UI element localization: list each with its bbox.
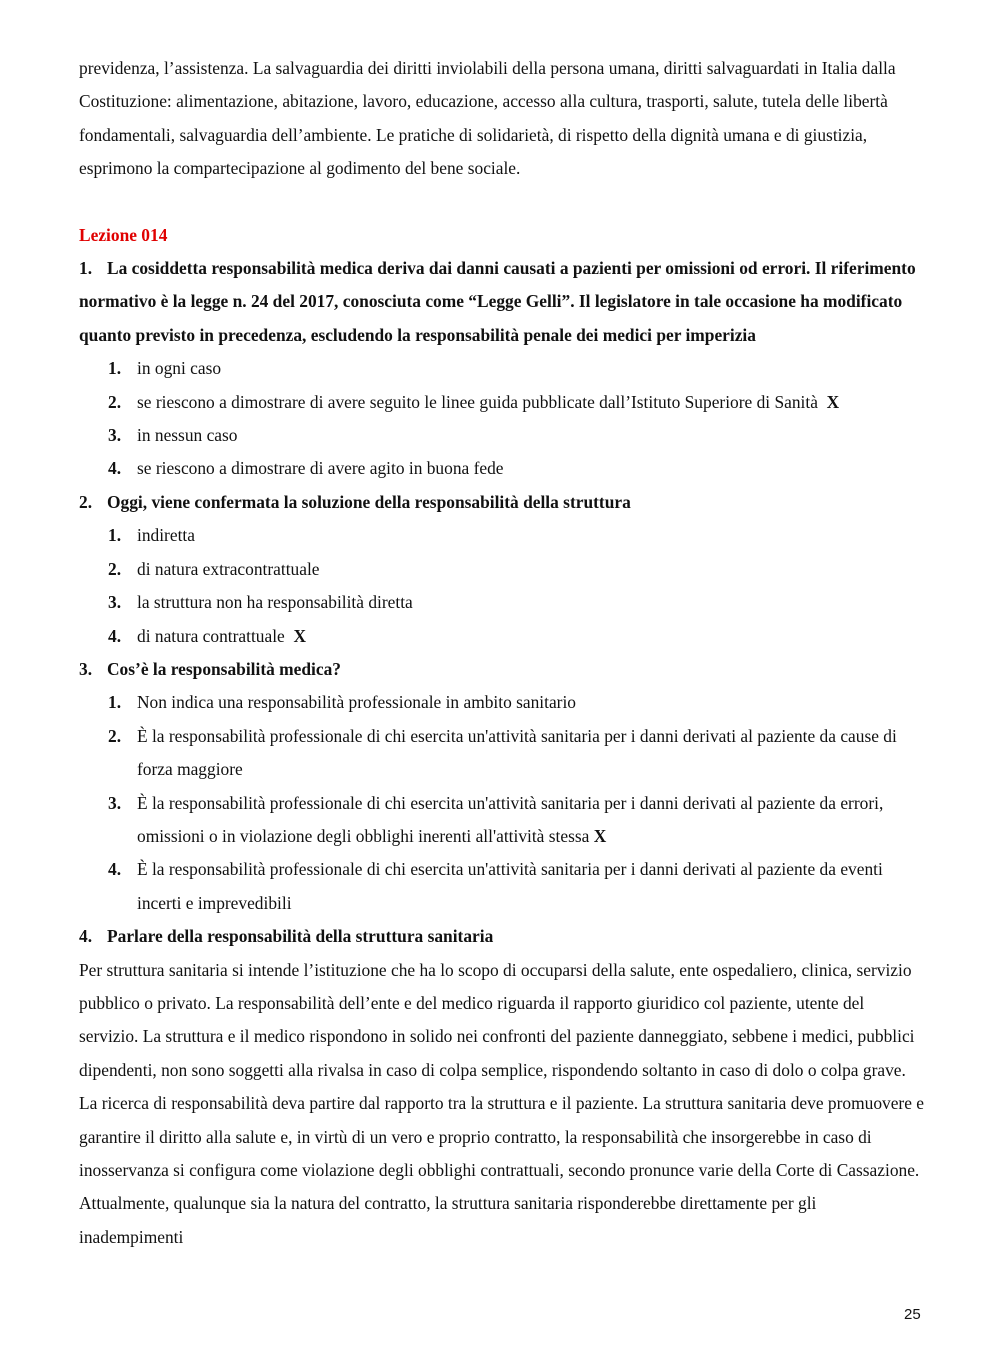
question-body: Oggi, viene confermata la soluzione della responsabilità della struttura xyxy=(107,491,631,512)
page-number: 25 xyxy=(904,1306,921,1323)
question-body: Parlare della responsabilità della struttura sanitaria xyxy=(107,926,494,947)
correct-answer-mark: X xyxy=(593,825,607,846)
option-number: 4. xyxy=(108,625,122,646)
options-list xyxy=(79,519,924,653)
option-number: 2. xyxy=(108,391,122,412)
answer-paragraph: Per struttura sanitaria si intende l’istituzione che ha lo scopo di occuparsi della salute, ente ospedaliero, clinica, servizio pubblico o privato. La responsabilità dell’ente e del medico riguarda il rapporto giuridico col paziente, utente del servizio. La struttura e il medico rispondono in solido nei confronti del paziente danneggiato, sebbene i medici, pubblici dipendenti, non sono soggetti alla rivalsa in caso di colpa semplice, rispondendo soltanto in caso di dolo o colpa grave. La ricerca di responsabilità deva partire dal rapporto tra la struttura e il paziente. La struttura sanitaria deve promuovere e garantire il diritto alla salute e, in virtù di un vero e proprio contratto, la responsabilità che insorgerebbe in caso di inosservanza si configura come violazione degli obblighi contrattuali, secondo pronunce varie della Corte di Cassazione. Attualmente, qualunque sia la natura del contratto, la struttura sanitaria risponderebbe direttamente per gli inadempimenti xyxy=(79,959,924,1247)
question-text xyxy=(79,653,924,686)
option-item xyxy=(79,853,924,920)
option-number: 4. xyxy=(108,458,122,479)
option-number: 2. xyxy=(108,725,122,746)
question-1 xyxy=(79,252,924,486)
option-text: È la responsabilità professionale di chi esercita un'attività sanitaria per i danni derivati al paziente da eventi incerti e imprevedibili xyxy=(137,859,883,913)
option-text: indiretta xyxy=(137,525,195,546)
options-list xyxy=(79,352,924,486)
question-3 xyxy=(79,653,924,920)
question-text xyxy=(79,486,924,519)
option-text: in nessun caso xyxy=(137,425,238,446)
option-number: 3. xyxy=(108,592,122,613)
option-text: la struttura non ha responsabilità diretta xyxy=(137,592,413,613)
option-item xyxy=(79,686,924,719)
question-number: 3. xyxy=(79,658,93,679)
question-number: 4. xyxy=(79,926,93,947)
option-item xyxy=(79,386,924,419)
page-content xyxy=(79,52,924,1254)
option-text: di natura contrattuale xyxy=(137,625,285,646)
option-item xyxy=(79,553,924,586)
option-item xyxy=(79,787,924,854)
option-text: di natura extracontrattuale xyxy=(137,558,320,579)
option-text: Non indica una responsabilità professionale in ambito sanitario xyxy=(137,692,577,713)
option-text: se riescono a dimostrare di avere seguito le linee guida pubblicate dall’Istituto Superiore di Sanità xyxy=(137,391,818,412)
option-text: È la responsabilità professionale di chi esercita un'attività sanitaria per i danni derivati al paziente da cause di forza maggiore xyxy=(137,725,897,780)
question-4 xyxy=(79,920,924,1254)
option-number: 1. xyxy=(108,692,122,713)
options-list xyxy=(79,686,924,920)
question-number: 2. xyxy=(79,491,93,512)
option-number: 4. xyxy=(108,859,122,880)
option-number: 3. xyxy=(108,425,122,446)
option-item xyxy=(79,720,924,787)
option-item xyxy=(79,352,924,385)
option-item xyxy=(79,419,924,452)
lesson-title: Lezione 014 xyxy=(79,224,168,245)
intro-paragraph: previdenza, l’assistenza. La salvaguardia dei diritti inviolabili della persona umana, diritti salvaguardati in Italia dalla Costituzione: alimentazione, abitazione, lavoro, educazione, accesso alla cultura, trasporti, salute, tutela delle libertà fondamentali, salvaguardia dell’ambiente. Le pratiche di solidarietà, di rispetto della dignità umana e di giustizia, esprimono la compartecipazione al godimento del bene sociale. xyxy=(79,58,896,179)
option-text: se riescono a dimostrare di avere agito in buona fede xyxy=(137,458,504,479)
option-item xyxy=(79,620,924,653)
question-text xyxy=(79,920,924,953)
option-number: 3. xyxy=(108,792,122,813)
option-item xyxy=(79,519,924,552)
question-body: Cos’è la responsabilità medica? xyxy=(107,658,341,679)
correct-answer-mark: X xyxy=(293,625,307,646)
option-item xyxy=(79,452,924,485)
option-text: È la responsabilità professionale di chi esercita un'attività sanitaria per i danni derivati al paziente da errori, omissioni o in violazione degli obblighi inerenti all'attività stessa xyxy=(137,792,884,846)
option-number: 1. xyxy=(108,358,122,379)
question-2 xyxy=(79,486,924,653)
correct-answer-mark: X xyxy=(826,391,840,412)
question-body: La cosiddetta responsabilità medica deriva dai danni causati a pazienti per omissioni od errori. Il riferimento normativo è la legge n. 24 del 2017, conosciuta come “Legge Gelli”. Il legislatore in tale occasione ha modificato quanto previsto in precedenza, escludendo la responsabilità penale dei medici per imperizia xyxy=(79,258,916,345)
option-number: 1. xyxy=(108,525,122,546)
question-number: 1. xyxy=(79,258,93,279)
option-number: 2. xyxy=(108,558,122,579)
option-item xyxy=(79,586,924,619)
option-text: in ogni caso xyxy=(137,358,222,379)
question-text xyxy=(79,252,924,352)
